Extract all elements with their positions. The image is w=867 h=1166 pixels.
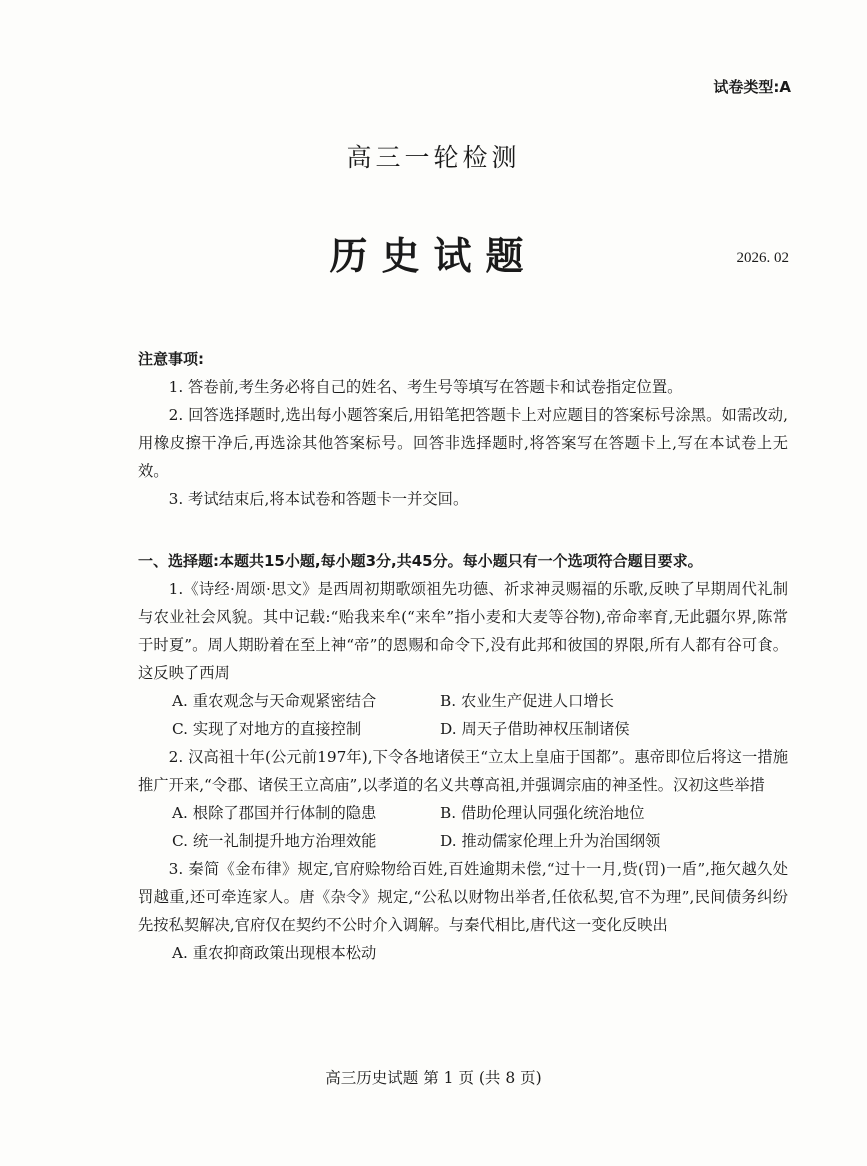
question-stem: 1.《诗经·周颂·思文》是西周初期歌颂祖先功德、祈求神灵赐福的乐歌,反映了早期周代礼制与农业社会风貌。其中记载:“贻我来牟(“来牟”指小麦和大麦等谷物),帝命率育,无此疆尔界,陈常于时夏”。周人期盼着在至上神“帝”的恩赐和命令下,没有此邦和彼国的界限,所有人都有谷可食。这反映了西周 bbox=[138, 580, 788, 682]
notes-heading: 注意事项: bbox=[138, 350, 204, 368]
exam-date: 2026. 02 bbox=[736, 250, 789, 266]
option-b: B. 借助伦理认同强化统治地位 bbox=[440, 804, 645, 822]
exam-type-label: 试卷类型:A bbox=[713, 78, 791, 96]
exam-subtitle: 高三一轮检测 bbox=[346, 143, 521, 172]
option-c: C. 统一礼制提升地方治理效能 bbox=[172, 832, 377, 850]
option-a: A. 根除了郡国并行体制的隐患 bbox=[172, 804, 377, 822]
option-c: C. 实现了对地方的直接控制 bbox=[172, 720, 362, 738]
question-stem: 3. 秦简《金布律》规定,官府赊物给百姓,百姓逾期未偿,“过十一月,赀(罚)一盾”,拖欠越久处罚越重,还可牵连家人。唐《杂令》规定,“公私以财物出举者,任依私契,官不为理”,民间债务纠纷先按私契解决,官府仅在契约不公时介入调解。与秦代相比,唐代这一变化反映出 bbox=[138, 860, 788, 934]
exam-title: 历史试题 bbox=[329, 233, 538, 278]
question-options bbox=[138, 687, 788, 743]
exam-content bbox=[138, 345, 788, 967]
question-1 bbox=[138, 575, 788, 743]
option-b: B. 农业生产促进人口增长 bbox=[440, 692, 614, 710]
note-item: 3. 考试结束后,将本试卷和答题卡一并交回。 bbox=[168, 490, 469, 508]
question-2 bbox=[138, 743, 788, 855]
page-footer: 高三历史试题 第 1 页 (共 8 页) bbox=[325, 1069, 542, 1087]
question-options bbox=[138, 799, 788, 855]
question-3 bbox=[138, 855, 788, 967]
option-d: D. 周天子借助神权压制诸侯 bbox=[440, 720, 630, 738]
note-item: 1. 答卷前,考生务必将自己的姓名、考生号等填写在答题卡和试卷指定位置。 bbox=[168, 378, 683, 396]
section-heading: 一、选择题:本题共15小题,每小题3分,共45分。每小题只有一个选项符合题目要求。 bbox=[138, 552, 703, 570]
note-item: 2. 回答选择题时,选出每小题答案后,用铅笔把答题卡上对应题目的答案标号涂黑。如需改动,用橡皮擦干净后,再选涂其他答案标号。回答非选择题时,将答案写在答题卡上,写在本试卷上无效。 bbox=[138, 406, 788, 480]
option-a: A. 重农抑商政策出现根本松动 bbox=[172, 944, 377, 962]
option-a: A. 重农观念与天命观紧密结合 bbox=[172, 692, 377, 710]
option-d: D. 推动儒家伦理上升为治国纲领 bbox=[440, 832, 661, 850]
question-stem: 2. 汉高祖十年(公元前197年),下令各地诸侯王“立太上皇庙于国都”。惠帝即位后将这一措施推广开来,“令郡、诸侯王立高庙”,以孝道的名义共尊高祖,并强调宗庙的神圣性。汉初这些举措 bbox=[138, 748, 788, 794]
